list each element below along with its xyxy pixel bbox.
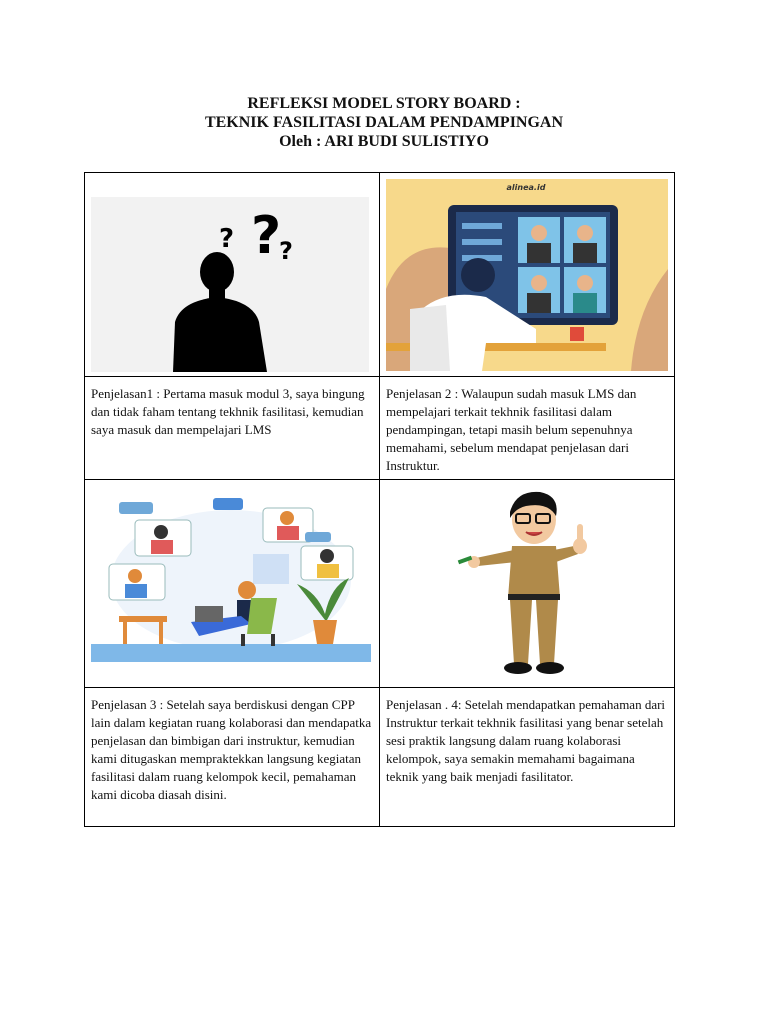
text-row-2 (85, 688, 675, 827)
panel-3-text-cell (85, 688, 380, 827)
alinea-watermark: alinea.id (506, 183, 546, 192)
panel-4-text-cell (380, 688, 675, 827)
panel-2-description: Penjelasan 2 : Walaupun sudah masuk LMS dan mempelajari terkait tekhnik fasilitasi dalam pendampingan, tetapi masih belum sepenuhnya memahami, sebelum mendapat penjelasan dari Instruktur. (386, 386, 637, 473)
confused-person-illustration (91, 197, 369, 372)
text-row-1 (85, 377, 675, 480)
storyboard-table (84, 172, 675, 827)
image-row-1 (85, 173, 675, 377)
panel-4-description: Penjelasan . 4: Setelah mendapatkan pemahaman dari Instruktur terkait tekhnik fasilitasi yang benar setelah sesi praktik langsung dalam ruang kolaborasi kelompok, saya semakin memahami bagaimana teknik yang baik menjadi fasilitator. (386, 697, 666, 784)
panel-1-text-cell (85, 377, 380, 480)
svg-text:?: ? (251, 206, 282, 266)
document-title (0, 94, 768, 151)
image-row-2 (85, 480, 675, 688)
svg-text:?: ? (279, 237, 293, 265)
panel-3-image-cell (85, 480, 380, 688)
panel-2-image-cell (380, 173, 675, 377)
svg-text:?: ? (219, 224, 235, 254)
title-line-2: TEKNIK FASILITASI DALAM PENDAMPINGAN (204, 114, 564, 131)
title-line-1: REFLEKSI MODEL STORY BOARD : (247, 95, 521, 112)
panel-1-description: Penjelasan1 : Pertama masuk modul 3, saya bingung dan tidak faham tentang tekhnik fasilitasi, kemudian saya masuk dan mempelajari LMS (91, 386, 365, 437)
video-conference-illustration (386, 179, 668, 371)
online-collaboration-illustration (91, 494, 371, 662)
panel-2-text-cell (380, 377, 675, 480)
panel-1-image-cell (85, 173, 380, 377)
panel-3-description: Penjelasan 3 : Setelah saya berdiskusi dengan CPP lain dalam kegiatan ruang kolaborasi dan mendapatka penjelasan dan bimbigan dari instruktur, kemudian kami ditugaskan mempraktekkan langsung kegiatan fasilitasi dalam ruang kelompok kecil, pemahaman kami dicoba diasah disini. (91, 697, 372, 802)
panel-4-image-cell (380, 480, 675, 688)
instructor-cartoon-illustration (456, 488, 606, 678)
title-line-3: Oleh : ARI BUDI SULISTIYO (279, 133, 489, 150)
